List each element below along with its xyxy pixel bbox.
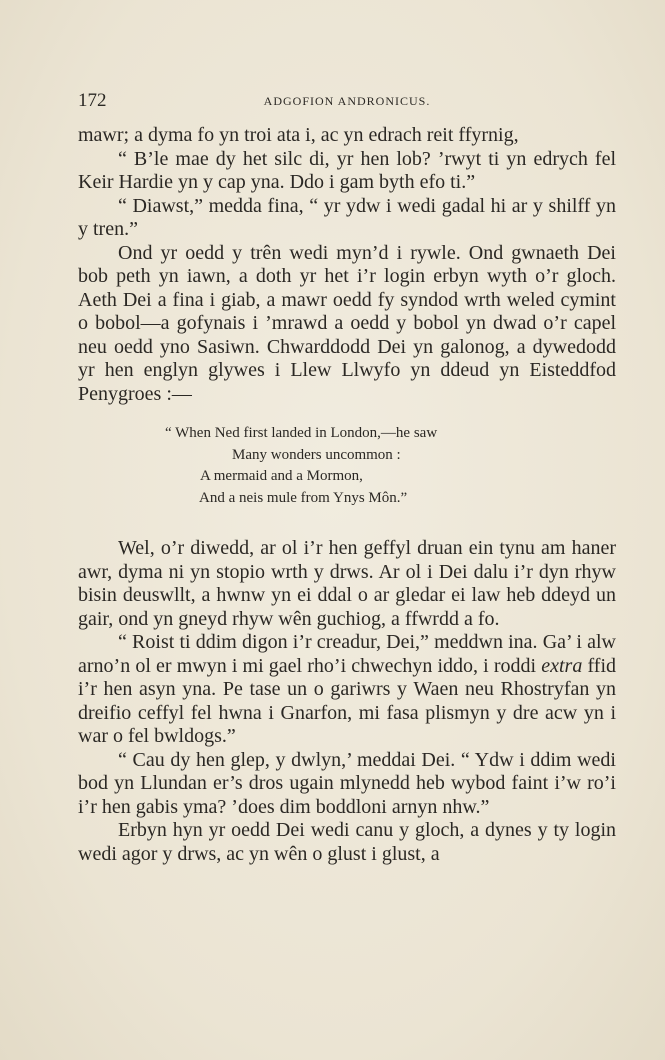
verse-line-3: A mermaid and a Mormon, — [200, 468, 363, 484]
body-text — [78, 124, 616, 866]
verse-line-2: Many wonders uncommon : — [232, 446, 401, 463]
paragraph-6-after: ffid i’r hen asyn yna. Pe tase un o gariwrs y Waen neu Rhostryfan yn dreifio ceffyl fel hwna i Gnarfon, mi fasa plismyn y dre acw yn i war o fel bwldogs.” — [78, 654, 616, 747]
paragraph-1: mawr; a dyma fo yn troi ata i, ac yn edrach reit ffyrnig, — [78, 124, 519, 146]
paragraph-6-before: “ Roist ti ddim digon i’r creadur, Dei,” meddwn ina. Ga’ i alw arno’n ol er mwyn i mi gael rho’i chwechyn iddo, i roddi — [78, 631, 616, 677]
page-header — [78, 90, 616, 114]
verse-line-4: And a neis mule from Ynys Môn.” — [199, 489, 408, 506]
paragraph-5: Wel, o’r diwedd, ar ol i’r hen geffyl druan ein tynu am haner awr, dyma ni yn stopio wrth y drws. Ar ol i Dei dalu i’r dyn rhyw bisin deuswllt, a hwnw yn ei ddal o ar gledar ei law heb ddeyd un gair, ond yn gneyd rhyw wên guchiog, a ffwrdd a fo. — [78, 537, 616, 630]
verse-line-1: “ When Ned first landed in London,—he saw — [165, 425, 438, 441]
page-number: 172 — [78, 90, 107, 111]
running-head: ADGOFION ANDRONICUS. — [263, 94, 431, 108]
paragraph-8: Erbyn hyn yr oedd Dei wedi canu y gloch, a dynes y ty login wedi agor y drws, ac yn wên o glust i glust, a — [78, 819, 616, 865]
paragraph-6-italic: extra — [541, 654, 583, 677]
paragraph-7: “ Cau dy hen glep, y dwlyn,’ meddai Dei. “ Ydw i ddim wedi bod yn Llundan er’s dros ugain mlynedd heb wybod faint i’w ro’i i’r hen gabis yma? ’does dim boddloni arnyn nhw.” — [78, 748, 616, 818]
paragraph-3: “ Diawst,” medda fina, “ yr ydw i wedi gadal hi ar y shilff yn y tren.” — [78, 194, 616, 240]
englyn-verse — [165, 423, 616, 509]
paragraph-6 — [78, 631, 616, 749]
paragraph-4: Ond yr oedd y trên wedi myn’d i rywle. Ond gwnaeth Dei bob peth yn iawn, a doth yr het i’r login erbyn wyth o’r gloch. Aeth Dei a fina i giab, a mawr oedd fy syndod wrth weled cymint o bobol—a gofynais i ’mrawd a oedd y bobol yn dwad o’r capel neu oedd yno Sasiwn. Chwarddodd Dei yn galonog, a dywedodd yr hen englyn glywes i Llew Llwyfo yn ddeud yn Eisteddfod Penygroes :— — [78, 241, 616, 405]
paragraph-2: “ B’le mae dy het silc di, yr hen lob? ’rwyt ti yn edrych fel Keir Hardie yn y cap yna. Ddo i gam byth efo ti.” — [78, 147, 616, 193]
